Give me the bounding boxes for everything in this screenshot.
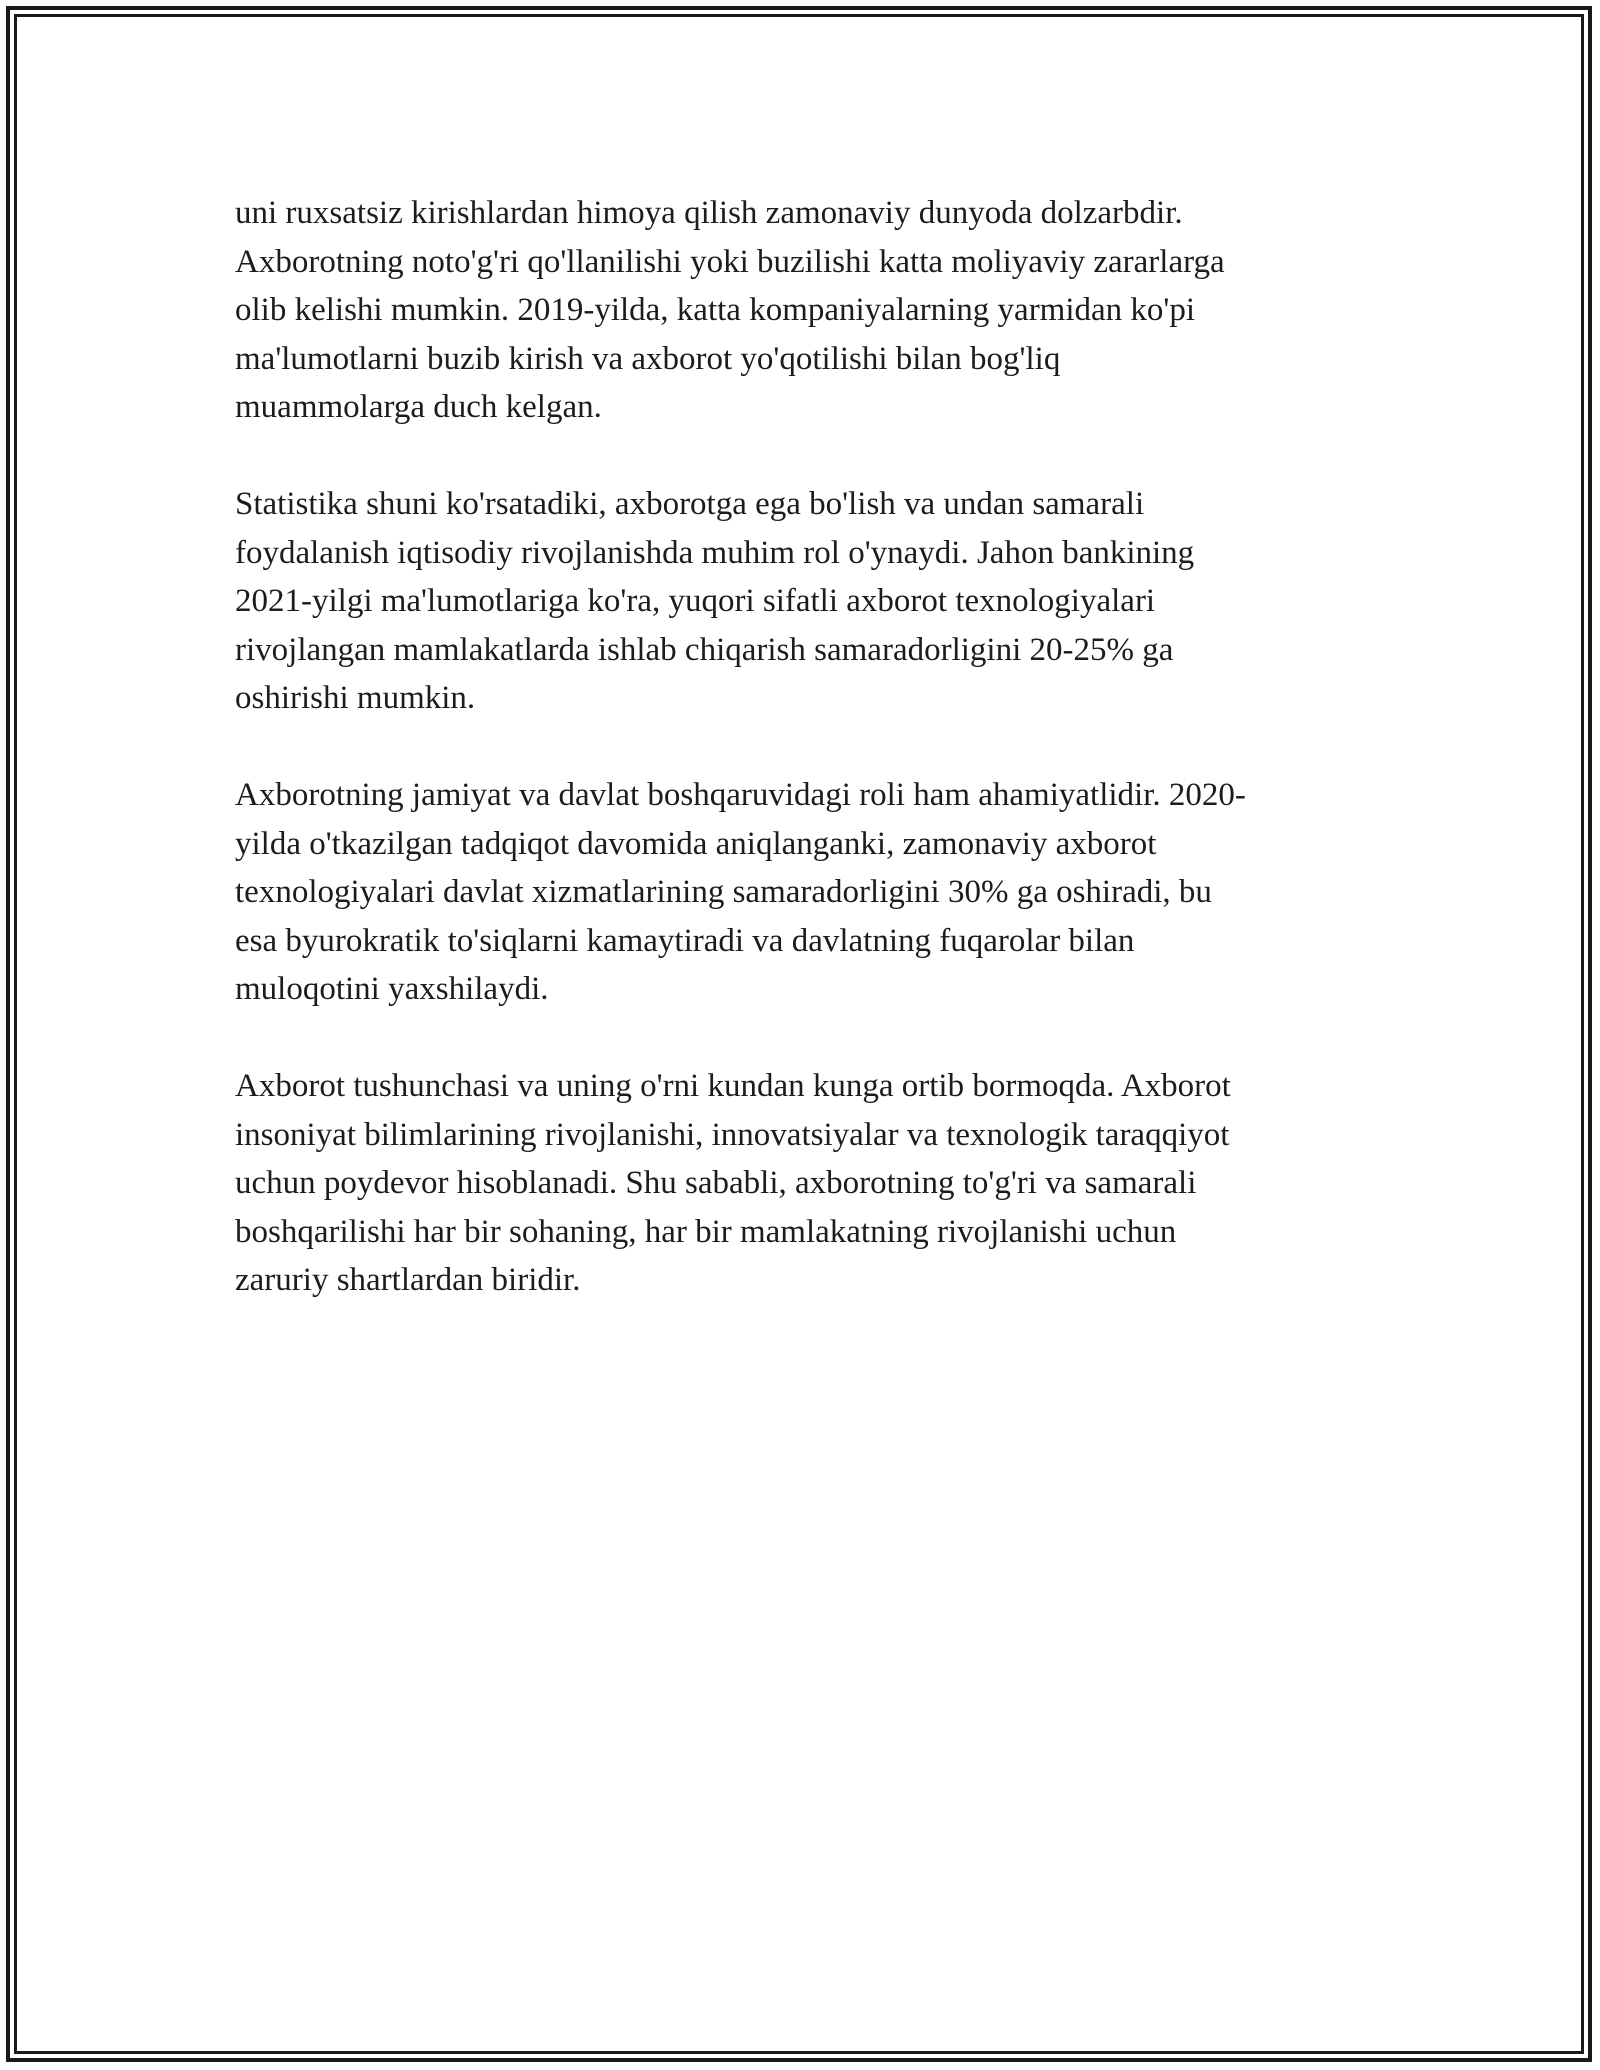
text-line: Statistika shuni ko'rsatadiki, axborotga ega bo'lish va undan samarali (235, 486, 1145, 522)
text-line: muloqotini yaxshilaydi. (235, 971, 549, 1007)
text-line: esa byurokratik to'siqlarni kamaytiradi va davlatning fuqarolar bilan (235, 922, 1135, 959)
text-line: yilda o'tkazilgan tadqiqot davomida aniqlanganki, zamonaviy axborot (235, 825, 1157, 862)
text-line: oshirishi mumkin. (235, 680, 476, 716)
text-line: rivojlangan mamlakatlarda ishlab chiqarish samaradorligini 20-25% ga (235, 631, 1174, 668)
text-line: Axborot tushunchasi va uning o'rni kundan kunga ortib bormoqda. Axborot (235, 1068, 1231, 1104)
paragraph-statistics (235, 480, 1360, 723)
text-line: olib kelishi mumkin. 2019-yilda, katta kompaniyalarning yarmidan ko'pi (235, 292, 1196, 328)
text-line: Axborotning noto'g'ri qo'llanilishi yoki buzilishi katta moliyaviy zararlarga (235, 243, 1225, 280)
text-line: uchun poydevor hisoblanadi. Shu sababli, axborotning to'g'ri va samarali (235, 1165, 1197, 1201)
text-line: boshqarilishi har bir sohaning, har bir mamlakatning rivojlanishi uchun (235, 1213, 1177, 1250)
paragraph-governance (235, 771, 1360, 1014)
text-line: insoniyat bilimlarining rivojlanishi, innovatsiyalar va texnologik taraqqiyot (235, 1116, 1230, 1153)
text-line: muammolarga duch kelgan. (235, 389, 602, 425)
text-line: Axborotning jamiyat va davlat boshqaruvidagi roli ham ahamiyatlidir. 2020- (235, 777, 1246, 813)
paragraph-data-security (235, 189, 1360, 432)
text-line: uni ruxsatsiz kirishlardan himoya qilish zamonaviy dunyoda dolzarbdir. (235, 195, 1183, 231)
text-line: zaruriy shartlardan biridir. (235, 1262, 581, 1298)
text-line: texnologiyalari davlat xizmatlarining samaradorligini 30% ga oshiradi, bu (235, 874, 1212, 910)
text-line: 2021-yilgi ma'lumotlariga ko'ra, yuqori sifatli axborot texnologiyalari (235, 583, 1156, 619)
document-body (235, 189, 1360, 1353)
text-line: ma'lumotlarni buzib kirish va axborot yo'qotilishi bilan bog'liq (235, 340, 1061, 377)
paragraph-conclusion (235, 1062, 1360, 1305)
text-line: foydalanish iqtisodiy rivojlanishda muhim rol o'ynaydi. Jahon bankining (235, 534, 1195, 571)
